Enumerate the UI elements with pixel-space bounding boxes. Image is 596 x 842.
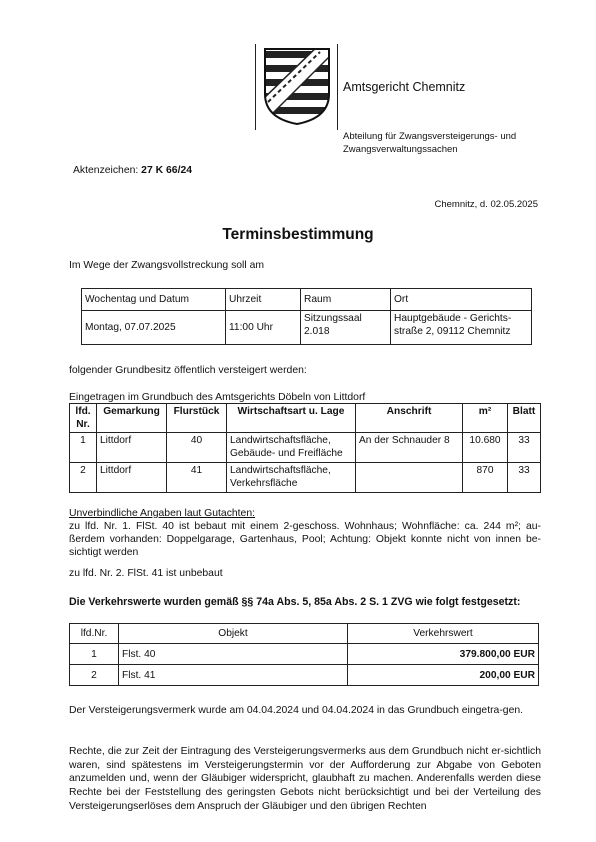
- values-cell-value: 379.800,00 EUR: [348, 644, 539, 665]
- appraisal-heading: Unverbindliche Angaben laut Gutachten:: [69, 508, 256, 519]
- court-name: Amtsgericht Chemnitz: [343, 80, 466, 94]
- intro-text: Im Wege der Zwangsvollstreckung soll am: [69, 260, 264, 271]
- register-cell-parcel: 41: [167, 463, 227, 493]
- schedule-time: 11:00 Uhr: [226, 311, 301, 345]
- table-row: [70, 644, 539, 665]
- schedule-header-date: Wochentag und Datum: [82, 289, 226, 311]
- market-values-table: [69, 623, 539, 686]
- saxony-coat-of-arms-logo: [262, 46, 332, 126]
- register-header-usage: Wirtschaftsart u. Lage: [227, 404, 356, 433]
- table-row: [70, 665, 539, 686]
- document-title: Terminsbestimmung: [222, 226, 374, 243]
- appraisal-text-2: zu lfd. Nr. 2. FlSt. 41 ist unbebaut: [69, 568, 223, 579]
- values-heading: Die Verkehrswerte wurden gemäß §§ 74a Abs. 5, 85a Abs. 2 S. 1 ZVG wie folgt festgesetzt:: [69, 596, 521, 608]
- register-caption: Eingetragen im Grundbuch des Amtsgerichts Döbeln von Littdorf: [69, 392, 366, 403]
- table-row: [70, 433, 541, 463]
- values-header-no: lfd.Nr.: [70, 624, 119, 644]
- schedule-place: Hauptgebäude - Gerichts-straße 2, 09112 Chemnitz: [391, 311, 532, 345]
- register-cell-parcel: 40: [167, 433, 227, 463]
- following-text: folgender Grundbesitz öffentlich versteigert werden:: [69, 365, 307, 376]
- values-cell-value: 200,00 EUR: [348, 665, 539, 686]
- place-date: Chemnitz, d. 02.05.2025: [434, 199, 538, 210]
- file-reference-label: Aktenzeichen:: [73, 165, 142, 176]
- schedule-header-room: Raum: [301, 289, 391, 311]
- register-header-area: m²: [463, 404, 508, 433]
- register-cell-no: 1: [70, 433, 97, 463]
- register-cell-usage: Landwirtschaftsfläche, Verkehrsfläche: [227, 463, 356, 493]
- schedule-room: Sitzungssaal 2.018: [301, 311, 391, 345]
- register-cell-usage: Landwirtschaftsfläche, Gebäude- und Freifläche: [227, 433, 356, 463]
- table-row: [70, 463, 541, 493]
- register-cell-address: [356, 463, 463, 493]
- register-cell-district: Littdorf: [97, 433, 167, 463]
- header-rule-right: [337, 44, 338, 130]
- register-cell-sheet: 33: [508, 463, 541, 493]
- register-header-address: Anschrift: [356, 404, 463, 433]
- department-line-1: Abteilung für Zwangsversteigerungs- und: [343, 131, 517, 142]
- registration-paragraph: Der Versteigerungsvermerk wurde am 04.04.2024 und 04.04.2024 in das Grundbuch eingetra-gen.: [69, 705, 524, 716]
- register-header-no: lfd. Nr.: [70, 404, 97, 433]
- register-cell-address: An der Schnauder 8: [356, 433, 463, 463]
- values-cell-no: 1: [70, 644, 119, 665]
- header-rule-left: [255, 44, 256, 130]
- rights-paragraph: Rechte, die zur Zeit der Eintragung des Versteigerungsvermerks aus dem Grundbuch nicht er-sichtlich waren, sind spätestens im Versteigerungstermin vor der Aufforderung zur Abgabe von Geboten anzumelden und, wenn der Gläubiger widerspricht, glaubhaft zu machen. Anderenfalls werden diese Rechte bei der Feststellung des geringsten Gebots nicht berücksichtigt und bei der Verteilung des Versteigerungserlöses dem Anspruch der Gläubiger und den übrigen Rechten: [69, 746, 541, 812]
- schedule-date: Montag, 07.07.2025: [82, 311, 226, 345]
- file-reference-value: 27 K 66/24: [141, 165, 193, 176]
- register-header-parcel: Flurstück: [167, 404, 227, 433]
- appraisal-text-1: zu lfd. Nr. 1. FlSt. 40 ist bebaut mit einem 2-geschoss. Wohnhaus; Wohnfläche: ca. 244 m²; au-ßerdem vorhanden: Doppelgarage, Gartenhaus, Pool; Achtung: Objekt konnte nicht von innen be-sichtigt werden: [69, 521, 541, 558]
- schedule-header-place: Ort: [391, 289, 532, 311]
- register-cell-sheet: 33: [508, 433, 541, 463]
- schedule-header-time: Uhrzeit: [226, 289, 301, 311]
- register-cell-district: Littdorf: [97, 463, 167, 493]
- register-header-sheet: Blatt: [508, 404, 541, 433]
- values-header-object: Objekt: [119, 624, 348, 644]
- register-header-district: Gemarkung: [97, 404, 167, 433]
- values-cell-object: Flst. 41: [119, 665, 348, 686]
- values-header-value: Verkehrswert: [348, 624, 539, 644]
- schedule-table: [81, 288, 532, 345]
- department-line-2: Zwangsverwaltungssachen: [343, 144, 458, 155]
- register-cell-area: 870: [463, 463, 508, 493]
- land-register-table: [69, 403, 541, 493]
- file-reference: [73, 164, 192, 177]
- register-cell-no: 2: [70, 463, 97, 493]
- register-cell-area: 10.680: [463, 433, 508, 463]
- values-cell-object: Flst. 40: [119, 644, 348, 665]
- values-cell-no: 2: [70, 665, 119, 686]
